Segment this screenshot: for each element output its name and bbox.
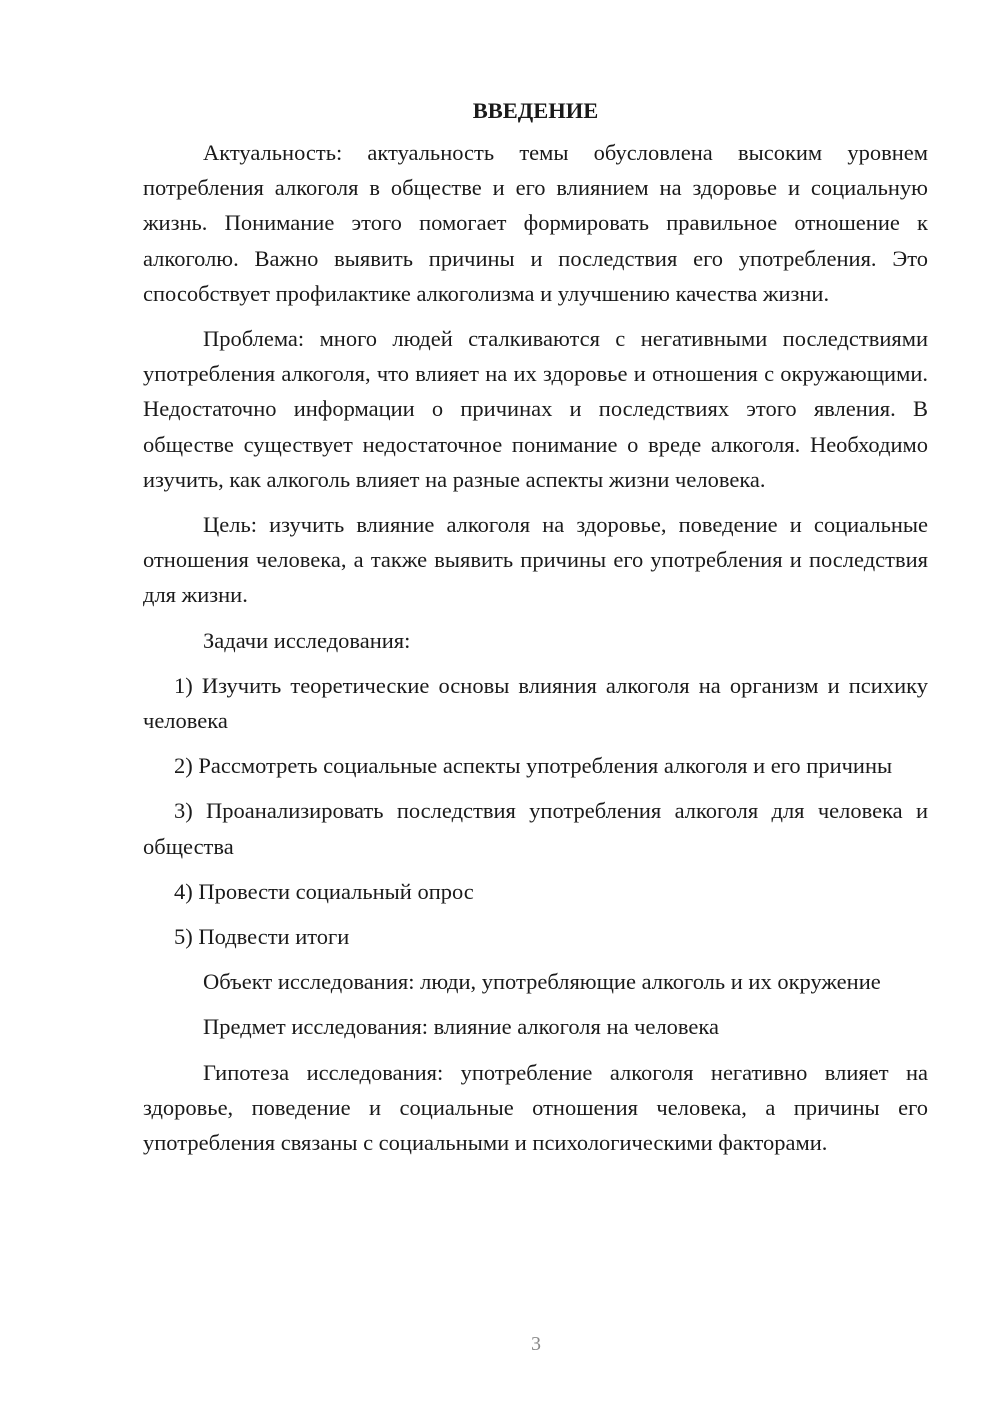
task-item: 4) Провести социальный опрос (174, 878, 474, 904)
research-subject: Предмет исследования: влияние алкоголя на человека (203, 1014, 719, 1040)
research-hypothesis: Гипотеза исследования: употребление алкоголя негативно влияет на здоровье, поведение и социальные отношения человека, а причины его употребления связаны с социальными и психологическими факторами. (143, 1059, 928, 1156)
problem-paragraph: Проблема: много людей сталкиваются с негативными последствиями употребления алкоголя, что влияет на их здоровье и отношения с окружающими. Недостаточно информации о причинах и последствиях этого явления. В обществе существует недостаточное понимание о вреде алкоголя. Необходимо изучить, как алкоголь влияет на разные аспекты жизни человека. (143, 326, 928, 492)
task-item: 3) Проанализировать последствия употребления алкоголя для человека и общества (143, 798, 928, 859)
task-item: 2) Рассмотреть социальные аспекты употребления алкоголя и его причины (174, 753, 893, 779)
page-number: 3 (531, 1333, 541, 1355)
task-item: 1) Изучить теоретические основы влияния алкоголя на организм и психику человека (143, 672, 928, 734)
page-content (143, 94, 928, 1170)
goal-paragraph: Цель: изучить влияние алкоголя на здоровье, поведение и социальные отношения человека, а также выявить причины его употребления и последствия для жизни. (143, 512, 928, 608)
relevance-paragraph: Актуальность: актуальность темы обусловлена высоким уровнем потребления алкоголя в обществе и его влиянием на здоровье и социальную жизнь. Понимание этого помогает формировать правильное отношение к алкоголю. Важно выявить причины и последствия его употребления. Это способствует профилактике алкоголизма и улучшению качества жизни. (143, 140, 928, 306)
tasks-heading: Задачи исследования: (203, 627, 411, 653)
research-object: Объект исследования: люди, употребляющие алкоголь и их окружение (203, 969, 881, 995)
task-item: 5) Подвести итоги (174, 924, 350, 950)
section-heading: ВВЕДЕНИЕ (472, 98, 599, 123)
